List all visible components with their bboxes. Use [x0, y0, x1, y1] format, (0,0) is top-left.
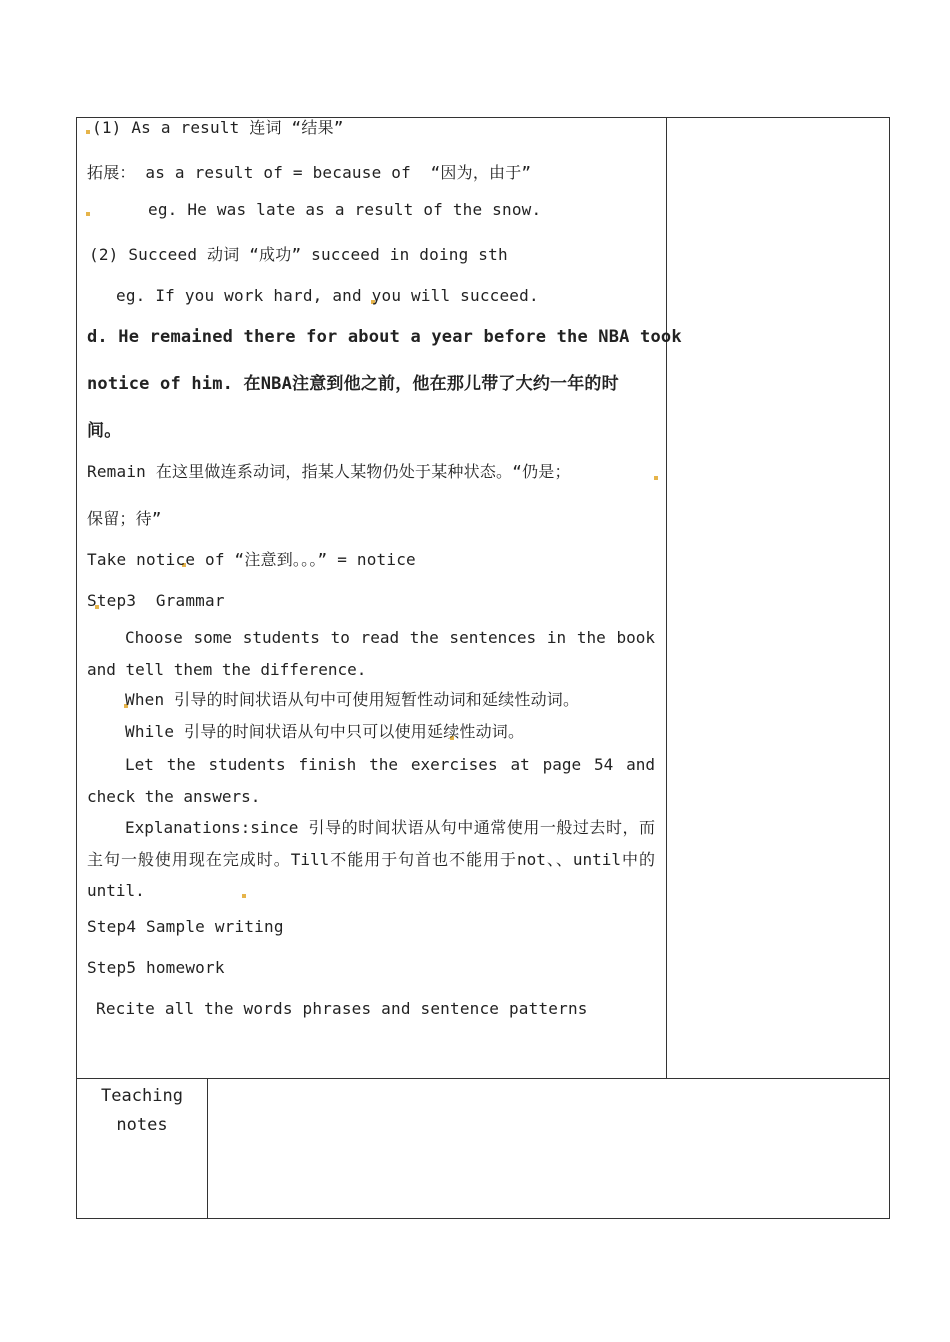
step3-heading: Step3 Grammar — [87, 591, 225, 610]
step5-heading: Step5 homework — [87, 958, 225, 977]
teaching-notes-label-line2: notes — [116, 1115, 168, 1135]
extension-line: 拓展： as a result of = because of “因为，由于” — [87, 163, 532, 182]
remain-explanation-line2: 保留；待” — [87, 509, 162, 528]
remain-explanation-line1: Remain 在这里做连系动词，指某人某物仍处于某种状态。“仍是； — [87, 462, 571, 481]
edit-mark — [654, 476, 658, 480]
grammar-instruction: Choose some students to read the sentences in the book and tell them the difference. — [87, 628, 655, 679]
sentence-d-line3: 间。 — [87, 421, 122, 441]
homework-text: Recite all the words phrases and sentence patterns — [96, 999, 588, 1018]
example-succeed: eg. If you work hard, and you will succeed. — [116, 286, 539, 305]
point-succeed: (2) Succeed 动词 “成功” succeed in doing sth — [89, 245, 508, 264]
take-notice-line: Take notice of “注意到。。。” = notice — [87, 550, 416, 569]
point-as-a-result: (1) As a result 连词 “结果” — [92, 118, 344, 137]
since-till-explanation: Explanations:since 引导的时间状语从句中通常使用一般过去时，而主句一般使用现在完成时。Till不能用于句首也不能用于not、、until中的until. — [87, 818, 655, 900]
sentence-d-line1: d. He remained there for about a year before the NBA took — [87, 327, 682, 347]
step4-heading: Step4 Sample writing — [87, 917, 284, 936]
edit-mark — [86, 130, 90, 134]
exercise-instruction: Let the students finish the exercises at page 54 and check the answers. — [87, 755, 655, 806]
edit-mark — [86, 212, 90, 216]
example-snow: eg. He was late as a result of the snow. — [148, 200, 542, 219]
side-column-cell — [666, 117, 890, 1079]
when-rule: When 引导的时间状语从句中可使用短暂性动词和延续性动词。 — [125, 690, 580, 709]
sentence-d-line2: notice of him. 在NBA注意到他之前，他在那儿带了大约一年的时 — [87, 374, 619, 394]
teaching-notes-body-cell — [207, 1078, 890, 1219]
teaching-notes-label-line1: Teaching — [101, 1086, 183, 1106]
while-rule: While 引导的时间状语从句中只可以使用延续性动词。 — [125, 722, 525, 741]
teaching-notes-label — [76, 1082, 208, 1140]
